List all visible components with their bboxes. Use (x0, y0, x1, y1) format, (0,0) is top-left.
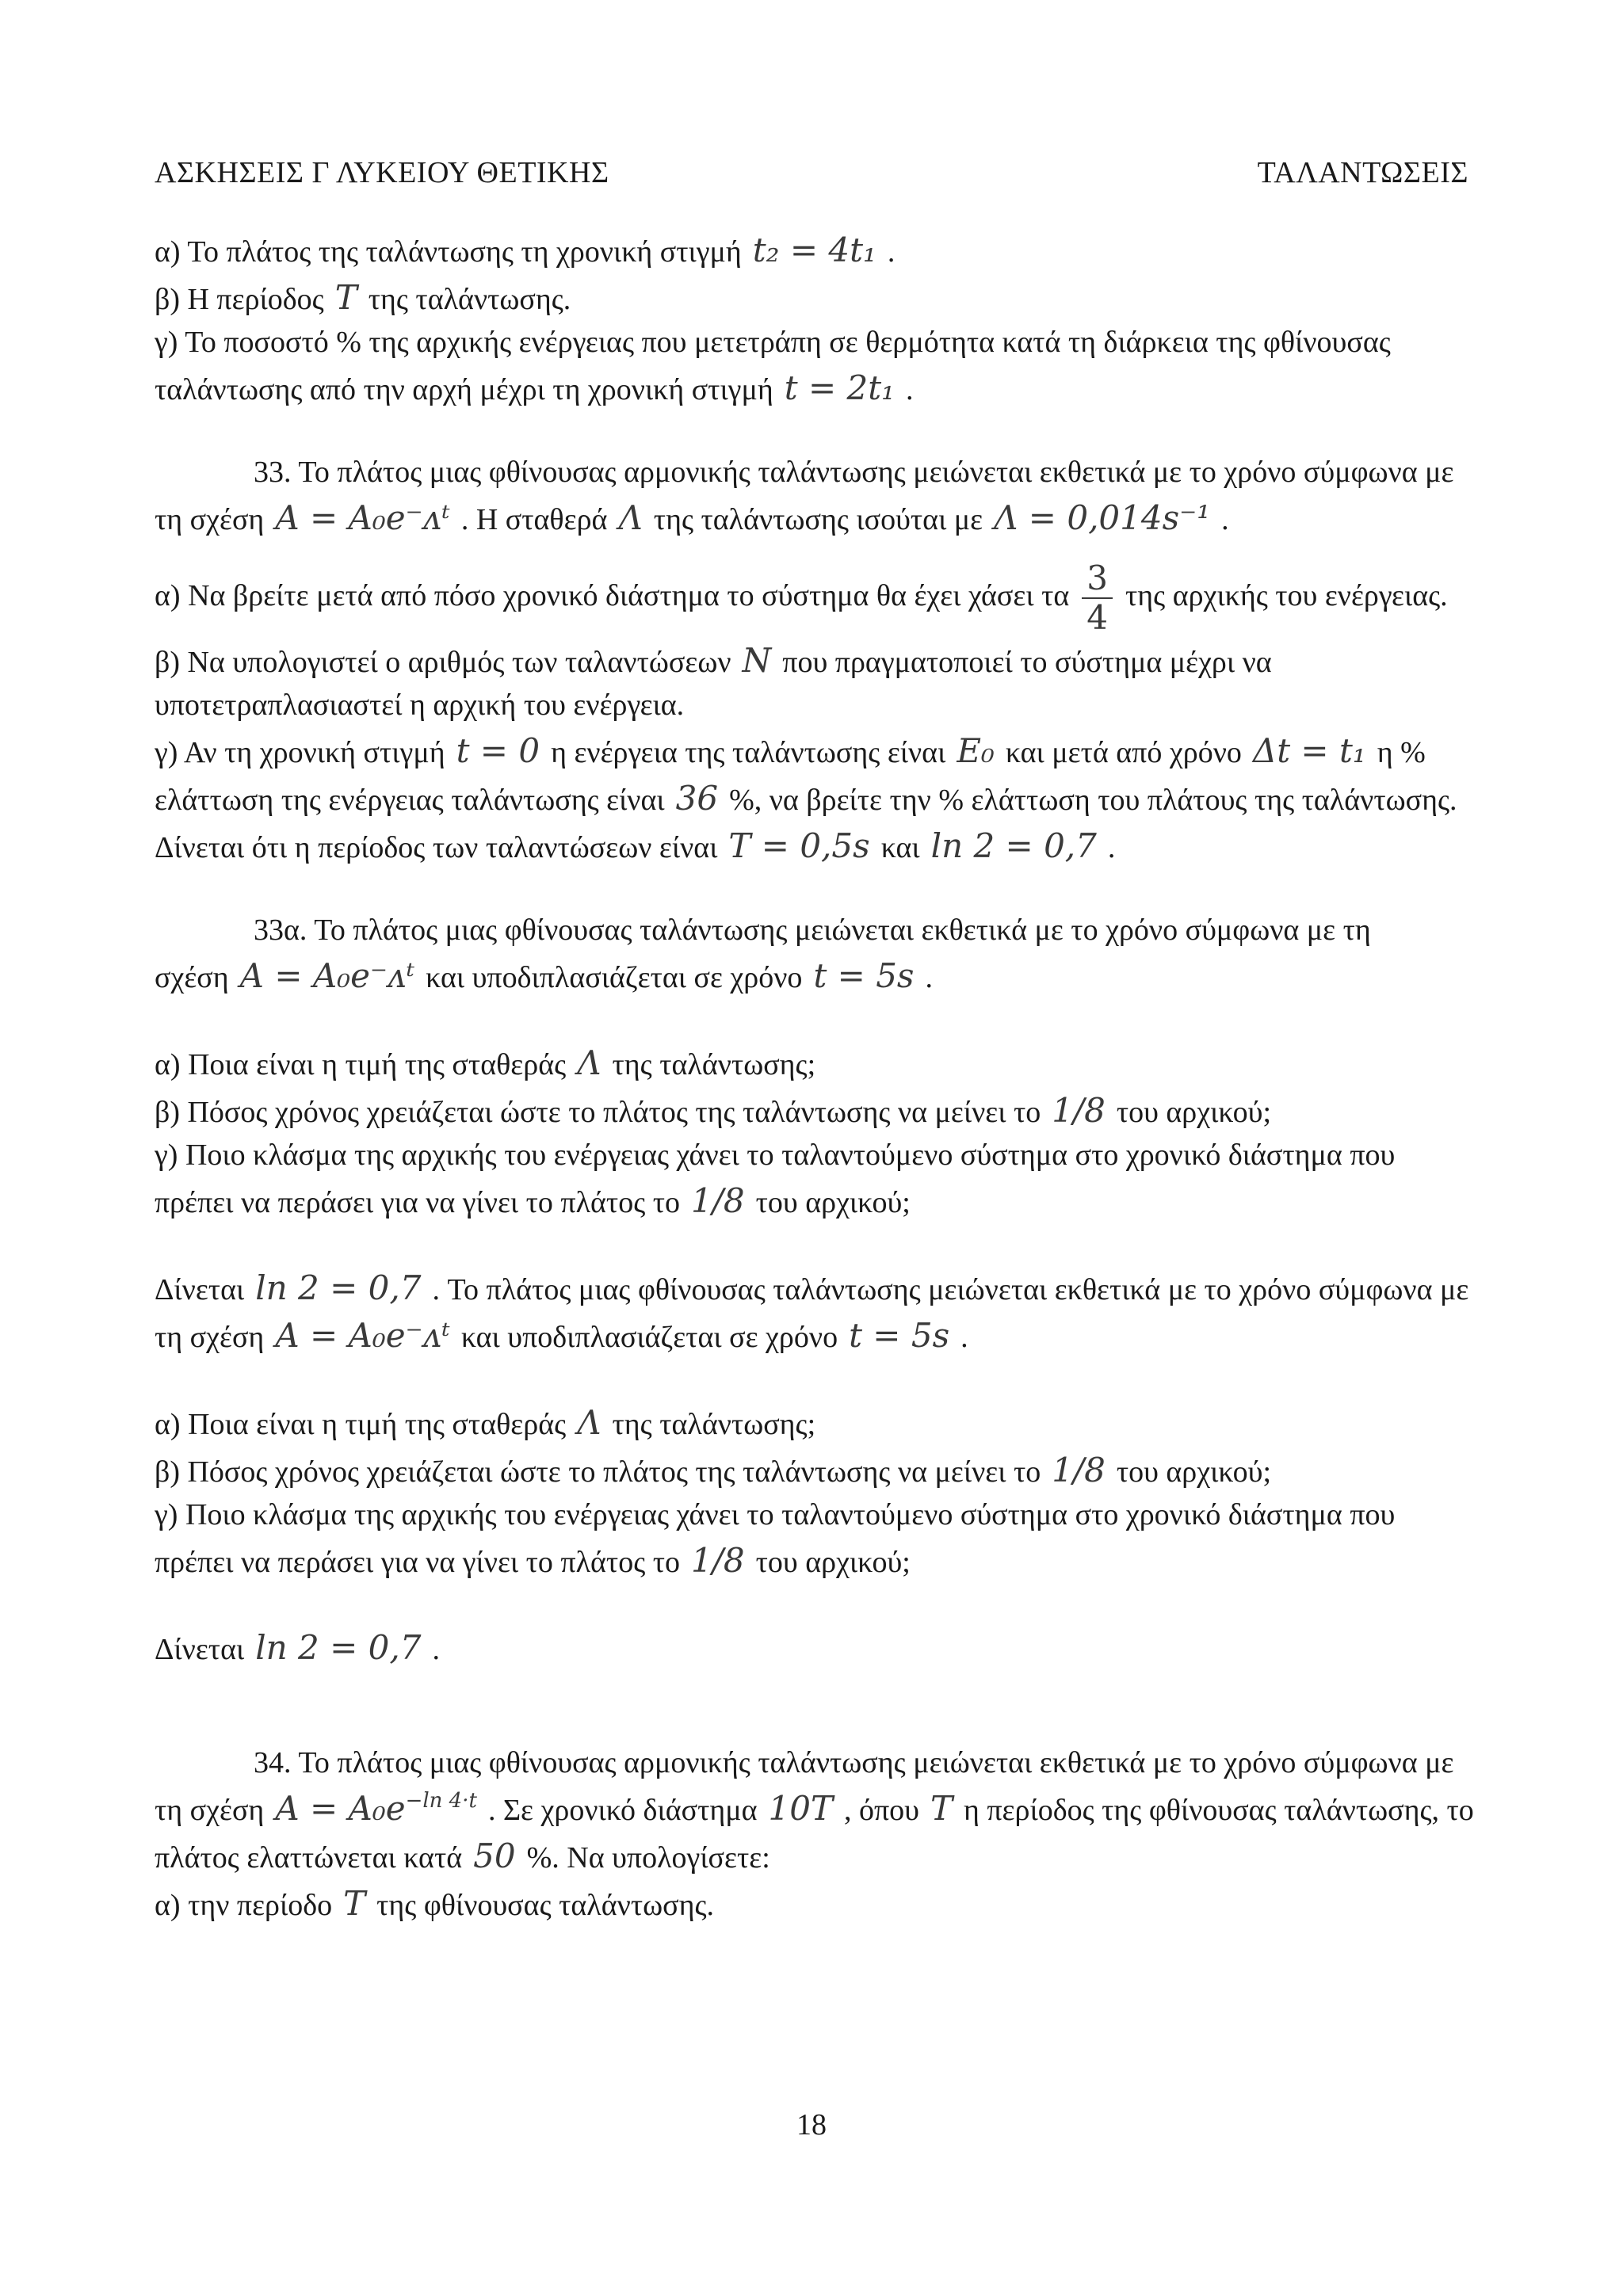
math-ln2: ln 2 = 0,7 (255, 1627, 422, 1667)
math-delta-t-eq-t1: Δt = t₁ (1252, 731, 1366, 771)
question-b-period: β) Η περίοδος T της ταλάντωσης. (155, 277, 571, 317)
exercise-33b-question-a: α) Ποια είναι η τιμή της σταθεράς Λ της ταλάντωσης; (155, 1402, 816, 1442)
math-t-eq-5s: t = 5s (849, 1315, 950, 1355)
exercise-33-question-a: α) Να βρείτε μετά από πόσο χρονικό διάστημα το σύστημα θα έχει χάσει τα $\frac{3}{4}$ της αρχικής του ενέργειας. (155, 558, 1448, 638)
question-a-amplitude: α) Το πλάτος της ταλάντωσης τη χρονική στιγμή t₂ = 4t₁ . (155, 231, 896, 269)
page-body (155, 227, 1476, 1928)
page-header (155, 155, 1468, 190)
exercise-33-question-c: γ) Αν τη χρονική στιγμή t = 0 η ενέργεια της ταλάντωσης είναι E₀ και μετά από χρόνο Δt = t₁ η % ελάττωση της ενέργειας ταλάντωσης είναι 36 %, να βρείτε την % ελάττωση του πλάτους της ταλάντωσης. (155, 731, 1457, 818)
math-period-value: T = 0,5s (728, 826, 870, 866)
exercise-33a-given: Δίνεται ln 2 = 0,7 . Το πλάτος μιας φθίνουσας ταλάντωσης μειώνεται εκθετικά με το χρόνο σύμφωνα με τη σχέση A = A₀e⁻ᴧᵗ και υποδιπλασιάζεται σε χρόνο t = 5s . (155, 1268, 1469, 1355)
exercise-33a-statement: 33α. Το πλάτος μιας φθίνουσας ταλάντωσης μειώνεται εκθετικά με το χρόνο σύμφωνα με τη σχέση A = A₀e⁻ᴧᵗ και υποδιπλασιάζεται σε χρόνο t = 5s . (155, 913, 1371, 996)
math-T: T (343, 1884, 366, 1924)
math-one-eighth: 1/8 (691, 1180, 745, 1220)
math-50: 50 (473, 1836, 516, 1876)
math-t-eq-0: t = 0 (456, 731, 540, 771)
math-lambda: Λ (577, 1043, 601, 1082)
exercise-34-statement: 34. Το πλάτος μιας φθίνουσας αρμονικής ταλάντωσης μειώνεται εκθετικά με το χρόνο σύμφωνα με τη σχέση $A = A_0e^{-ln 4\cdot t}$ . Σε χρονικό διάστημα 10T , όπου T η περίοδος της φθίνουσας ταλάντωσης, το πλάτος ελαττώνεται κατά 50 %. Να υπολογίσετε: (155, 1746, 1474, 1876)
math-amplitude-law-ln4: $A = A_0e^{-ln 4\cdot t}$ (275, 1789, 477, 1829)
header-left-title: ΑΣΚΗΣΕΙΣ Γ ΛΥΚΕΙΟΥ ΘΕΤΙΚΗΣ (155, 156, 609, 189)
math-t-eq-2t1: t = 2t₁ (784, 368, 895, 407)
math-amplitude-law: A = A₀e⁻ᴧᵗ (275, 498, 450, 537)
math-one-eighth: 1/8 (691, 1540, 745, 1580)
math-36: 36 (675, 779, 719, 818)
math-ln2: ln 2 = 0,7 (930, 826, 1097, 866)
exercise-33-statement: 33. Το πλάτος μιας φθίνουσας αρμονικής ταλάντωσης μειώνεται εκθετικά με το χρόνο σύμφωνα με τη σχέση A = A₀e⁻ᴧᵗ . Η σταθερά Λ της ταλάντωσης ισούται με Λ = 0,014s⁻¹ . (155, 455, 1454, 537)
exercise-33-question-b: β) Να υπολογιστεί ο αριθμός των ταλαντώσεων N που πραγματοποιεί το σύστημα μέχρι να υποτετραπλασιαστεί η αρχική του ενέργεια. (155, 641, 1272, 723)
exercise-34-question-a: α) την περίοδο T της φθίνουσας ταλάντωσης. (155, 1884, 715, 1924)
math-lambda-value: Λ = 0,014s⁻¹ (994, 498, 1211, 537)
header-right-title: ΤΑΛΑΝΤΩΣΕΙΣ (1257, 156, 1468, 189)
exercise-33-given: Δίνεται ότι η περίοδος των ταλαντώσεων είναι T = 0,5s και ln 2 = 0,7 . (155, 826, 1116, 866)
exercise-33a-question-b: β) Πόσος χρόνος χρειάζεται ώστε το πλάτος της ταλάντωσης να μείνει το 1/8 του αρχικού; (155, 1090, 1272, 1130)
math-T: T (334, 277, 357, 317)
math-lambda: Λ (577, 1402, 601, 1442)
exercise-33b-given: Δίνεται ln 2 = 0,7 . (155, 1627, 440, 1667)
math-10T: 10T (768, 1789, 833, 1829)
math-t2-eq-4t1: t₂ = 4t₁ (752, 231, 876, 269)
math-ln2: ln 2 = 0,7 (255, 1268, 422, 1307)
math-E0: E₀ (957, 731, 995, 771)
page-number: 18 (796, 2108, 827, 2142)
exercise-33b-question-b: β) Πόσος χρόνος χρειάζεται ώστε το πλάτος της ταλάντωσης να μείνει το 1/8 του αρχικού; (155, 1450, 1272, 1489)
exercise-33a-question-c: γ) Ποιο κλάσμα της αρχικής του ενέργειας χάνει το ταλαντούμενο σύστημα στο χρονικό διάστημα που πρέπει να περάσει για να γίνει το πλάτος το 1/8 του αρχικού; (155, 1138, 1396, 1220)
math-T: T (930, 1789, 953, 1829)
math-amplitude-law: A = A₀e⁻ᴧᵗ (239, 956, 415, 996)
exercise-33b-question-c: γ) Ποιο κλάσμα της αρχικής του ενέργειας χάνει το ταλαντούμενο σύστημα στο χρονικό διάστημα που πρέπει να περάσει για να γίνει το πλάτος το 1/8 του αρχικού; (155, 1497, 1396, 1580)
math-amplitude-law: A = A₀e⁻ᴧᵗ (275, 1315, 450, 1355)
math-t-eq-5s: t = 5s (813, 956, 915, 996)
math-lambda: Λ (618, 498, 643, 537)
math-fraction-three-quarters: $\frac{3}{4}$ (1082, 559, 1113, 638)
exercise-33a-question-a: α) Ποια είναι η τιμή της σταθεράς Λ της ταλάντωσης; (155, 1043, 816, 1082)
math-one-eighth: 1/8 (1052, 1450, 1106, 1489)
math-N: N (742, 641, 772, 681)
question-c-energy-percent: γ) Το ποσοστό % της αρχικής ενέργειας που μετετράπη σε θερμότητα κατά τη διάρκεια της φθίνουσας ταλάντωσης από την αρχή μέχρι τη χρονική στιγμή t = 2t₁ . (155, 325, 1391, 407)
math-one-eighth: 1/8 (1052, 1090, 1106, 1130)
